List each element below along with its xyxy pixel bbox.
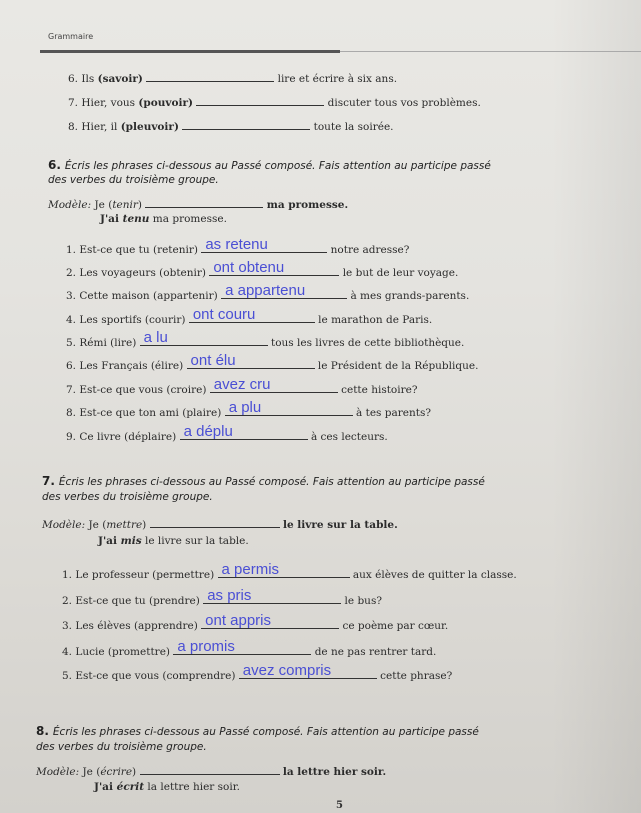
prev-item: 7. Hier, vous (pouvoir) discuter tous vos problèmes. (68, 94, 481, 109)
header-rule-light (340, 51, 641, 52)
handwritten-answer: ont obtenu (213, 259, 285, 276)
exercise-8-model-answer: J'ai écrit la lettre hier soir. (94, 781, 240, 793)
exercise-8-model: Modèle: Je (écrire) la lettre hier soir. (36, 763, 386, 778)
answer-blank[interactable] (203, 587, 341, 604)
exercise-7-item: 5. Est-ce que vous (comprendre) avez compris cette phrase? (62, 662, 453, 682)
exercise-8-instruction: 8. Écris les phrases ci-dessous au Passé composé. Fais attention au participe passé (36, 724, 479, 738)
exercise-7-model: Modèle: Je (mettre) le livre sur la table. (42, 516, 398, 531)
page-shadow (551, 0, 641, 813)
handwritten-answer: avez compris (242, 662, 332, 679)
handwritten-answer: a permis (221, 561, 280, 578)
header-rule (40, 50, 340, 53)
answer-blank[interactable] (239, 662, 377, 679)
exercise-6-model-answer: J'ai tenu ma promesse. (100, 213, 227, 225)
handwritten-answer: avez cru (213, 376, 271, 393)
answer-blank[interactable] (209, 259, 339, 276)
answer-blank[interactable] (210, 376, 338, 393)
prev-item: 8. Hier, il (pleuvoir) toute la soirée. (68, 118, 394, 133)
exercise-7-instruction-line2: des verbes du troisième groupe. (42, 491, 213, 503)
handwritten-answer: a lu (143, 329, 168, 346)
answer-blank[interactable] (187, 352, 315, 369)
answer-blank[interactable] (201, 236, 327, 253)
handwritten-answer: a déplu (183, 423, 233, 440)
exercise-6-item: 2. Les voyageurs (obtenir) ont obtenu le but de leur voyage. (66, 259, 459, 279)
answer-blank[interactable] (189, 306, 315, 323)
exercise-6-item: 3. Cette maison (appartenir) a appartenu à mes grands-parents. (66, 282, 470, 302)
exercise-7-item: 2. Est-ce que tu (prendre) as pris le bus? (62, 587, 382, 607)
handwritten-answer: ont couru (192, 306, 256, 323)
exercise-6-item: 5. Rémi (lire) a lu tous les livres de cette bibliothèque. (66, 329, 465, 349)
exercise-7-item: 3. Les élèves (apprendre) ont appris ce poème par cœur. (62, 612, 449, 632)
answer-blank[interactable] (225, 399, 353, 416)
exercise-7-item: 1. Le professeur (permettre) a permis aux élèves de quitter la classe. (62, 561, 517, 581)
answer-blank[interactable] (140, 329, 268, 346)
exercise-6-item: 6. Les Français (élire) ont élu le Président de la République. (66, 352, 479, 372)
handwritten-answer: as retenu (205, 236, 268, 253)
answer-blank[interactable] (173, 638, 311, 655)
answer-blank[interactable] (180, 423, 308, 440)
exercise-6-item: 4. Les sportifs (courir) ont couru le marathon de Paris. (66, 306, 433, 326)
handwritten-answer: a plu (228, 399, 262, 416)
exercise-8-instruction-line2: des verbes du troisième groupe. (36, 741, 207, 753)
exercise-7-item: 4. Lucie (promettre) a promis de ne pas rentrer tard. (62, 638, 437, 658)
handwritten-answer: as pris (207, 587, 252, 604)
exercise-6-item: 8. Est-ce que ton ami (plaire) a plu à tes parents? (66, 399, 432, 419)
page-number: 5 (336, 800, 343, 811)
answer-blank[interactable] (218, 561, 350, 578)
handwritten-answer: a appartenu (225, 282, 306, 299)
exercise-7-instruction: 7. Écris les phrases ci-dessous au Passé composé. Fais attention au participe passé (42, 474, 485, 488)
exercise-6-instruction: 6. Écris les phrases ci-dessous au Passé composé. Fais attention au participe passé (48, 158, 491, 172)
handwritten-answer: ont appris (205, 612, 272, 629)
page-header: Grammaire (48, 32, 94, 41)
handwritten-answer: ont élu (190, 352, 236, 369)
answer-blank[interactable] (182, 118, 310, 130)
exercise-7-model-answer: J'ai mis le livre sur la table. (98, 535, 249, 547)
exercise-6-item: 1. Est-ce que tu (retenir) as retenu notre adresse? (66, 236, 410, 256)
answer-blank[interactable] (196, 94, 324, 106)
answer-blank[interactable] (146, 70, 274, 82)
exercise-6-item: 9. Ce livre (déplaire) a déplu à ces lecteurs. (66, 423, 388, 443)
handwritten-answer: a promis (177, 638, 235, 655)
exercise-6-instruction-line2: des verbes du troisième groupe. (48, 174, 219, 186)
answer-blank[interactable] (221, 282, 347, 299)
prev-item: 6. Ils (savoir) lire et écrire à six ans. (68, 70, 397, 85)
exercise-6-item: 7. Est-ce que vous (croire) avez cru cette histoire? (66, 376, 418, 396)
exercise-6-model: Modèle: Je (tenir) ma promesse. (48, 196, 348, 211)
answer-blank[interactable] (201, 612, 339, 629)
